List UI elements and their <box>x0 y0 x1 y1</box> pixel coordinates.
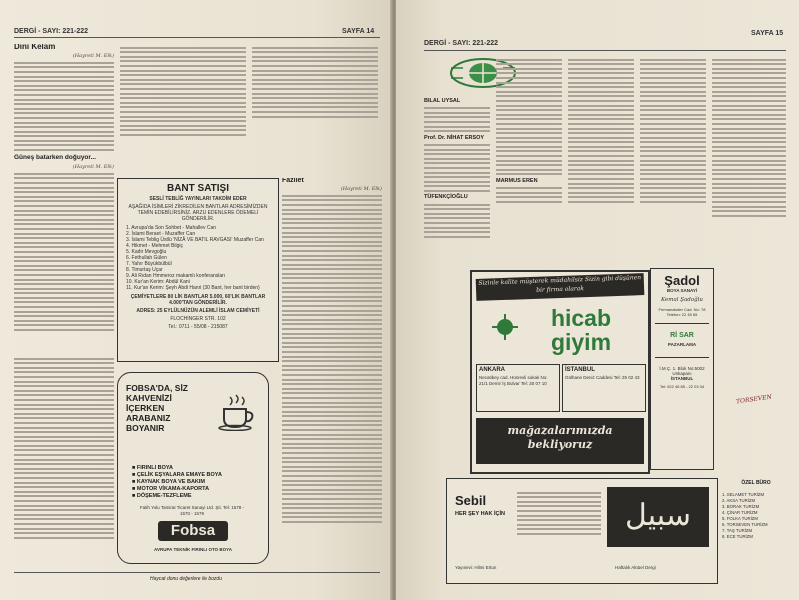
bant-ad-address-2: FLOCHINGER STR. 102 <box>170 316 226 322</box>
bant-item: 2. İslami Beraet - Muzaffer Can <box>126 231 196 237</box>
article-title: Dinî Kelam <box>14 44 56 51</box>
side-list-items <box>722 492 790 540</box>
right-column-2 <box>496 56 562 278</box>
bant-item: 9. Ali Rıdan Hmmeroz makamlı konferansları <box>126 273 226 279</box>
sadol-phone2: Tel: 522 46 85 - 22 03 34 <box>659 384 705 389</box>
bant-item: 4. Hikmet - Mehmet Bilgiç <box>126 243 183 249</box>
sadol-sub: BOYA SANAYİ <box>666 288 698 293</box>
sadol-addr: İ.M.Ç. 1. Blok No:5002 <box>659 366 705 371</box>
sebil-footer-left: Yayınevi: Hilmi Ertun <box>455 565 497 570</box>
hicab-slogan-bottom: mağazalarımızda bekliyoruz <box>476 418 644 464</box>
list-item: 6. TORSEVEN TURİZM <box>722 522 768 527</box>
sadol-addr2: Unkapanı <box>672 371 692 376</box>
list-item: 5. FOLKA TURİZM <box>722 516 758 521</box>
sebil-tagline: HER ŞEY HAK İÇİN <box>455 511 506 517</box>
right-column-3 <box>568 56 634 278</box>
handwritten-note: TORSEVEN <box>735 393 773 406</box>
sadol-owner: Kemal Şadoğlu <box>661 297 703 303</box>
sadol-brand: Şadol <box>664 273 700 288</box>
flower-emblem-icon <box>490 312 520 342</box>
right-column-4 <box>640 56 706 278</box>
fobsa-headline: FOBSA'DA, SİZ KAHVENİZİ İÇERKEN ARABANIZ BOYANIR <box>126 383 188 433</box>
article2-title: Güneş batarken doğuyor... <box>14 154 96 162</box>
fobsa-service: ■ DÖŞEME-TEZFLEME <box>132 493 192 499</box>
left-column-3-top <box>252 44 378 166</box>
sebil-footer-right: Haftalık Aktüel Dergi <box>615 565 656 570</box>
left-page <box>0 0 392 600</box>
sebil-arabic-logo: سبيل <box>607 487 709 547</box>
sebil-info <box>517 489 601 538</box>
byline: Prof. Dr. NİHAT ERSOY <box>424 134 485 141</box>
hicab-branch1-city: ANKARA <box>479 367 505 373</box>
right-page-number: SAYFA 15 <box>751 30 784 37</box>
hicab-brand: hicab giyim <box>550 305 612 355</box>
byline: TÜFENKÇİOĞLU <box>424 194 468 201</box>
bant-item: 1. Avrupa'da Son Sohbet - Mahallev Can <box>126 225 217 231</box>
sadol-city: İSTANBUL <box>670 376 694 381</box>
left-column-1-lower <box>14 355 114 570</box>
side-list-title: ÖZEL BÜRO <box>741 480 771 486</box>
fazilet-byline: (Hayreti M. Elk) <box>340 185 382 192</box>
bant-item: 3. İslami Teblig Üstlü 'NİZÂ VE BATIL RAVGASI' Muzaffer Can <box>126 237 264 243</box>
fobsa-logo: Fobsa <box>158 521 228 541</box>
bant-item: 8. Timurtaş Uçar <box>126 267 163 273</box>
fobsa-service: ■ KAYNAK BOYA VE BAKIM <box>132 479 206 485</box>
fobsa-service: ■ FIRINLI BOYA <box>132 465 174 471</box>
right-column-5 <box>712 56 786 476</box>
left-column-1 <box>14 44 114 349</box>
bant-ad-address: ADRES: 25 EYLÜLNÜZÜN ALEMLİ İSLAM CEMİYETİ <box>136 308 260 314</box>
left-running-head: DERGİ - SAYI: 221-222 <box>14 28 89 35</box>
sadol-ad <box>650 268 714 470</box>
hicab-branch-ankara <box>476 364 560 412</box>
bant-item: 11. Kur'an Kerim: Şeyh Abdi Hanri (30 Bant, her bant birden) <box>126 285 260 291</box>
hicab-branch2-text: Gülhane Deniz Caddesi Tel: 25 02 43 <box>565 375 640 380</box>
list-item: 1. SELAMET TURİZM <box>722 492 765 497</box>
sadol-line: Fermanatciler Cad. No: 78 <box>658 307 706 312</box>
list-item: 7. TAŞ TURİZM <box>722 528 753 533</box>
bant-item: 5. Kadir Mevgoğlu <box>126 249 167 255</box>
hicab-slogan-top: Sizinle kalite müşterek müdahilsiz Sizin gibi düşünen bir firma olarak <box>476 273 645 301</box>
fazilet-title: Fazilet <box>282 178 304 184</box>
right-running-head: DERGİ - SAYI: 221-222 <box>424 40 499 47</box>
bant-ad-phone: Tel.: 0711 - 55/08 - 215087 <box>168 324 228 330</box>
list-item: 8. ECE TURİZM <box>722 534 753 539</box>
fazilet-article <box>282 178 382 568</box>
bant-ad-list <box>126 225 270 291</box>
list-item: 4. ÇİNAR TURİZM <box>722 510 758 515</box>
fobsa-ad <box>117 372 269 564</box>
bant-ad-note: ÇEMİYETLERE 80 LİK BANTLAR 5.000, 60'LIK BANTLAR 4.000'TAN GÖNDERİLİR. <box>130 294 266 306</box>
fobsa-tagline: AVRUPA TEKNİK FIRINLI OTO BOYA <box>154 547 232 552</box>
fobsa-service: ■ ÇELİK EŞYALARA EMAYE BOYA <box>132 472 222 478</box>
side-list <box>722 480 790 540</box>
risar-brand: Rİ SAR <box>670 332 694 339</box>
list-item: 3. BORAK TURİZM <box>722 504 760 509</box>
left-page-number: SAYFA 14 <box>342 28 375 35</box>
right-page <box>396 0 799 600</box>
right-column-1 <box>424 98 490 278</box>
left-column-2-top <box>120 44 246 166</box>
bant-ad-subtitle: SESLİ TEBLİĞ YAYINLARI TAKDİM EDER <box>149 196 247 202</box>
bant-item: 6. Fethullah Gülen <box>126 255 167 261</box>
sadol-phone: Telefon: 22 45 65 <box>666 312 698 317</box>
sebil-ad <box>446 478 718 584</box>
bant-ad-intro: AŞAĞIDA İSİMLERİ ZİKREDİLEN BANTLAR ADRESİMİZDEN TEMİN EDEBİLİRSİNİZ. ARZU EDENLERE ÖDEMELİ GÖNDERİLİR. <box>128 204 268 222</box>
bant-item: 7. Yahır Büyükbülbül <box>126 261 172 267</box>
byline: MARMUS EREN <box>496 178 538 185</box>
article2-byline: (Hayreti M. Elk) <box>72 163 114 170</box>
byline: BİLAL UYSAL <box>424 98 461 104</box>
hicab-branch2-city: İSTANBUL <box>565 367 595 373</box>
left-head-rule <box>14 37 380 38</box>
hicab-giyim-ad <box>470 270 650 474</box>
left-footer: Haycat donu değerlere ile bozdu <box>150 576 222 582</box>
bant-satisi-ad <box>117 178 279 362</box>
fobsa-service: ■ MOTOR VİKAMA-KAPORTA <box>132 486 210 492</box>
coffee-cup-icon <box>214 391 260 431</box>
left-foot-rule <box>14 572 380 573</box>
fobsa-services <box>132 465 222 500</box>
list-item: 2. AKSA TURİZM <box>722 498 756 503</box>
risar-sub: PAZARLAMA <box>667 342 697 347</box>
hicab-branch-istanbul <box>562 364 646 412</box>
sebil-brand: Sebil <box>455 493 487 508</box>
article-byline: (Hayreti M. Elk) <box>72 52 114 59</box>
bant-ad-title: BANT SATIŞI <box>166 183 230 194</box>
fobsa-contact: Fatih Yolu Tamirat Ticaret Sanayi Ltd. Şti. Tel: 1578 - 1570 - 1579 <box>139 505 245 516</box>
bant-item: 10. Kur'an Kerim: Abdül Kani <box>126 279 190 285</box>
right-head-rule <box>424 50 786 51</box>
hicab-branch1-text: Necatibey cad. Hüsrevli sokak No: 21/1 Demir İş Bulvar Tel: 30 07 10 <box>479 375 548 386</box>
